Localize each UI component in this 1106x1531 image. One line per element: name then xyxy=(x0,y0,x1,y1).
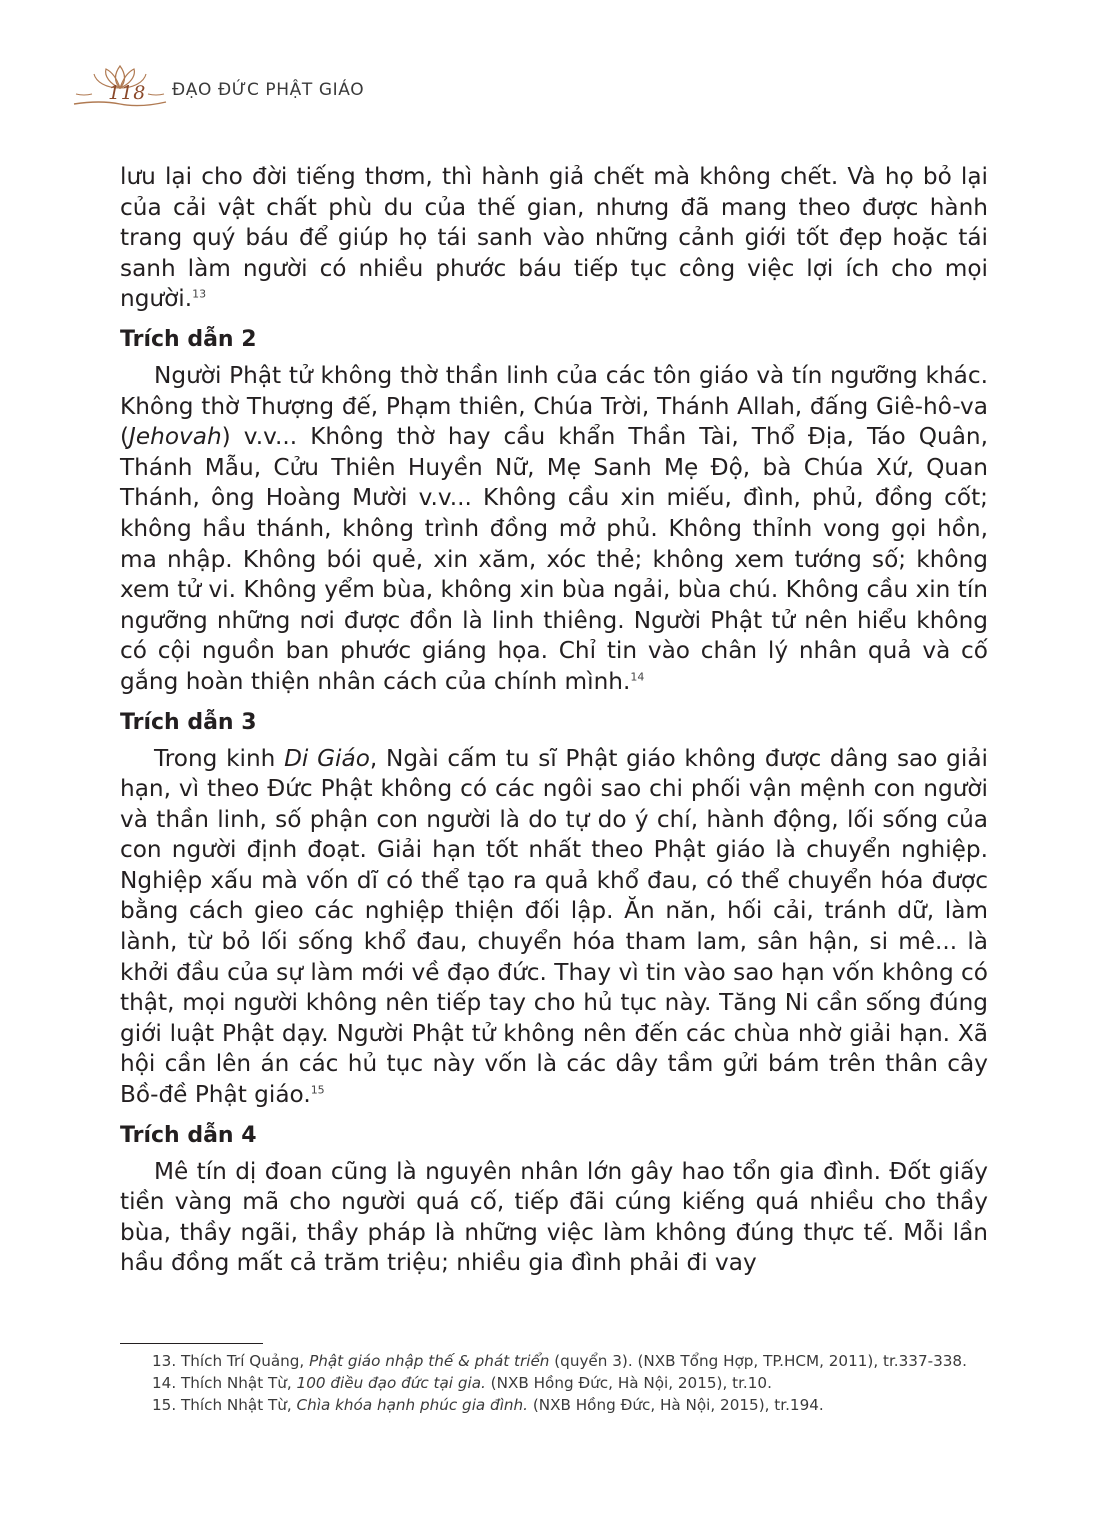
footnote-14-prefix: 14. Thích Nhật Từ, xyxy=(152,1374,297,1392)
running-title: ĐẠO ĐỨC PHẬT GIÁO xyxy=(172,80,365,100)
quote-2-text-a: Người Phật tử không thờ thần linh của các tôn giáo và tín ngưỡng khác. Không thờ Thượng đế, Phạm thiên, Chúa Trời, Thánh Allah, đấng Giê-hô-va ( xyxy=(120,361,988,451)
quote-4-text: Mê tín dị đoan cũng là nguyên nhân lớn gây hao tổn gia đình. Đốt giấy tiền vàng mã cho người quá cố, tiếp đãi cúng kiếng quá nhiều cho thầy bùa, thầy ngãi, thầy pháp là những việc làm không đúng thực tế. Mỗi lần hầu đồng mất cả trăm triệu; nhiều gia đình phải đi vay xyxy=(120,1157,988,1277)
quote-2-paragraph xyxy=(120,361,988,698)
footnote-13-title: Phật giáo nhập thế & phát triển xyxy=(309,1352,550,1370)
footnote-ref-14[interactable]: 14 xyxy=(630,670,645,684)
footnote-13-suffix: (quyển 3). (NXB Tổng Hợp, TP.HCM, 2011), tr.337-338. xyxy=(549,1352,967,1370)
quote-3-italic: Di Giáo xyxy=(284,744,370,772)
page-body xyxy=(120,162,988,1279)
section-heading-quote-4: Trích dẫn 4 xyxy=(120,1122,257,1148)
footnote-ref-13[interactable]: 13 xyxy=(192,287,207,301)
quote-2-italic: Jehovah xyxy=(129,423,222,451)
quote-3-paragraph xyxy=(120,744,988,1111)
footnote-13-prefix: 13. Thích Trí Quảng, xyxy=(152,1352,310,1370)
section-heading-quote-3: Trích dẫn 3 xyxy=(120,709,257,735)
footnote-13 xyxy=(120,1350,988,1372)
footnote-14 xyxy=(120,1372,988,1394)
running-header xyxy=(70,64,390,112)
quote-4-paragraph xyxy=(120,1157,988,1279)
quote-3-text-a: Trong kinh xyxy=(154,744,285,772)
quote-2-text-b: ) v.v... Không thờ hay cầu khẩn Thần Tài, Thổ Địa, Táo Quân, Thánh Mẫu, Cửu Thiên Huyền Nữ, Mẹ Sanh Mẹ Độ, bà Chúa Xứ, Quan Thánh, ông Hoàng Mười v.v... Không cầu xin miếu, đình, phủ, đồng cốt; không hầu thánh, không trình đồng mở phủ. Không thỉnh vong gọi hồn, ma nhập. Không bói quẻ, xin xăm, xóc thẻ; không xem tướng số; không xem tử vi. Không yểm bùa, không xin bùa ngải, bùa chú. Không cầu xin tín ngưỡng những nơi được đồn là linh thiêng. Người Phật tử nên hiểu không có cội nguồn ban phước giáng họa. Chỉ tin vào chân lý nhân quả và cố gắng hoàn thiện nhân cách của chính mình. xyxy=(120,423,988,695)
page-number: 118 xyxy=(108,82,146,104)
section-heading-quote-2: Trích dẫn 2 xyxy=(120,326,257,352)
intro-text: lưu lại cho đời tiếng thơm, thì hành giả chết mà không chết. Và họ bỏ lại của cải vật chất phù du của thế gian, nhưng đã mang theo được hành trang quý báu để giúp họ tái sanh vào những cảnh giới tốt đẹp hoặc tái sanh làm người có nhiều phước báu tiếp tục công việc lợi ích cho mọi người. xyxy=(120,163,988,313)
footnote-divider xyxy=(120,1343,263,1344)
quote-3-text-b: , Ngài cấm tu sĩ Phật giáo không được dâng sao giải hạn, vì theo Đức Phật không có các ngôi sao chi phối vận mệnh con người và thần linh, số phận con người là do tự do ý chí, hành động, lối sống của con người định đoạt. Giải hạn tốt nhất theo Phật giáo là chuyển nghiệp. Nghiệp xấu mà vốn dĩ có thể tạo ra quả khổ đau, có thể chuyển hóa được bằng cách gieo các nghiệp thiện đối lập. Ăn năn, hối cải, tránh dữ, làm lành, từ bỏ lối sống khổ đau, chuyển hóa tham lam, sân hận, si mê... là khởi đầu của sự làm mới về đạo đức. Thay vì tin vào sao hạn vốn không có thật, mọi người không nên tiếp tay cho hủ tục này. Tăng Ni cần sống đúng giới luật Phật dạy. Người Phật tử không nên đến các chùa nhờ giải hạn. Xã hội cần lên án các hủ tục này vốn là các dây tầm gửi bám trên thân cây Bồ-đề Phật giáo. xyxy=(120,744,988,1109)
footnote-15-suffix: (NXB Hồng Đức, Hà Nội, 2015), tr.194. xyxy=(528,1396,824,1414)
footnotes xyxy=(120,1350,988,1416)
footnote-14-title: 100 điều đạo đức tại gia. xyxy=(296,1374,486,1392)
footnote-14-suffix: (NXB Hồng Đức, Hà Nội, 2015), tr.10. xyxy=(485,1374,772,1392)
intro-paragraph xyxy=(120,162,988,315)
footnote-15-title: Chìa khóa hạnh phúc gia đình. xyxy=(296,1396,528,1414)
footnote-ref-15[interactable]: 15 xyxy=(310,1083,325,1097)
footnote-15-prefix: 15. Thích Nhật Từ, xyxy=(152,1396,297,1414)
footnote-15 xyxy=(120,1394,988,1416)
